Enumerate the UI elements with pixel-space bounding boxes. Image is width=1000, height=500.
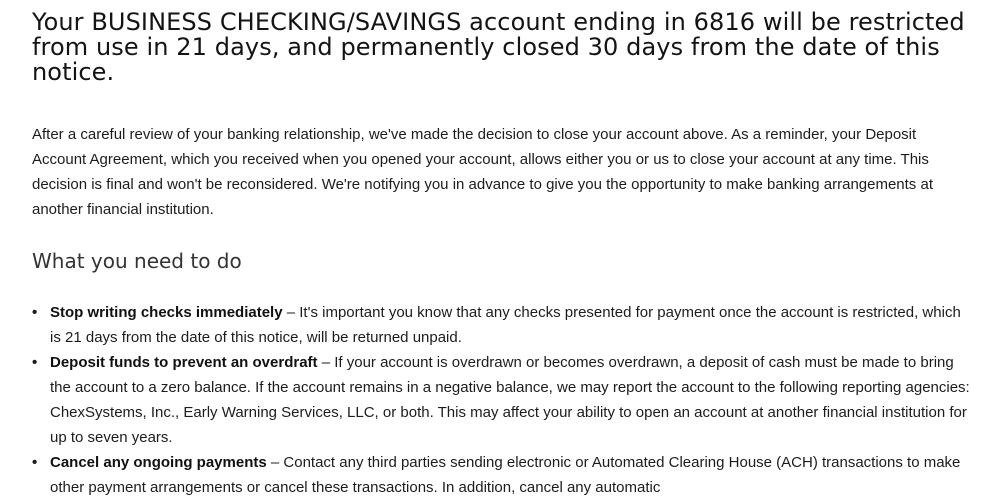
step-title: Cancel any ongoing payments <box>50 454 267 471</box>
intro-paragraph: After a careful review of your banking relationship, we've made the decision to close your account above. As a reminder, your Deposit Account Agreement, which you received when you opened your account, allows either you or us to close your account at any time. This decision is final and won't be reconsidered. We're notifying you in advance to give you the opportunity to make banking arrangements at another financial institution. <box>32 126 933 218</box>
step-text: – Contact any third parties sending electronic or Automated Clearing House (ACH) transactions to make other payment arrangements or cancel these transactions. In addition, cancel any automatic <box>50 454 961 496</box>
step-text: – It's important you know that any checks presented for payment once the account is restricted, which is 21 days from the date of this notice, will be returned unpaid. <box>50 304 961 346</box>
step-title: Stop writing checks immediately <box>50 304 283 321</box>
step-title: Deposit funds to prevent an overdraft <box>50 354 318 371</box>
bullet-icon: • <box>32 354 38 371</box>
notice-headline: Your BUSINESS CHECKING/SAVINGS account ending in 6816 will be restricted from use in 21 days, and permanently closed 30 days from the date of this notice. <box>32 8 965 86</box>
bullet-icon: • <box>32 304 38 321</box>
bullet-icon: • <box>32 454 38 471</box>
step-cancel-payments <box>32 450 972 500</box>
step-stop-writing-checks <box>32 300 972 350</box>
action-steps-list <box>32 300 972 500</box>
section-heading: What you need to do <box>32 249 242 273</box>
step-deposit-funds <box>32 350 972 450</box>
step-text: – If your account is overdrawn or becomes overdrawn, a deposit of cash must be made to bring the account to a zero balance. If the account remains in a negative balance, we may report the account to the following reporting agencies: ChexSystems, Inc., Early Warning Services, LLC, or both. This may affect your ability to open an account at another financial institution for up to seven years. <box>50 354 970 446</box>
